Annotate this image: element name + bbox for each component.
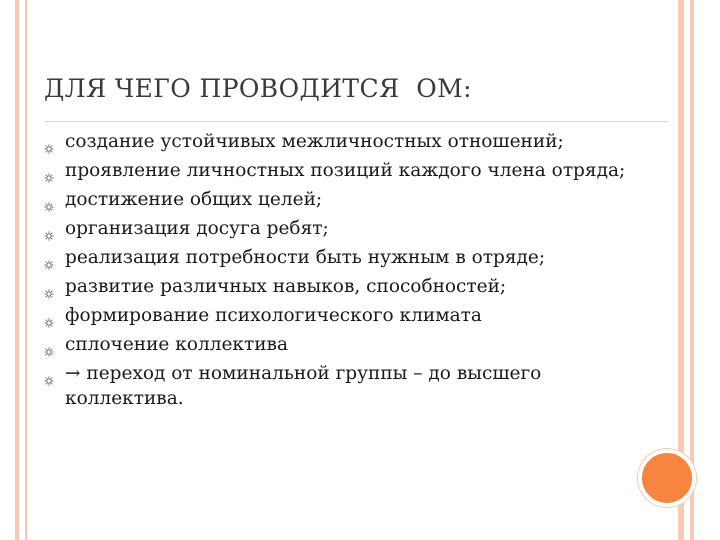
list-item	[44, 129, 644, 154]
sun-bullet-icon	[44, 281, 54, 291]
sun-bullet-icon	[44, 252, 54, 262]
sun-bullet-icon	[44, 368, 54, 378]
list-item-text: организация досуга ребят;	[65, 218, 329, 239]
sun-bullet-icon	[44, 165, 54, 175]
list-item-text: проявление личностных позиций каждого члена отряда;	[65, 160, 626, 181]
sun-bullet-icon	[44, 194, 54, 204]
right-decor-stripe-thin	[690, 0, 694, 540]
sun-bullet-icon	[44, 136, 54, 146]
bullet-list	[44, 129, 644, 415]
sun-bullet-icon	[44, 310, 54, 320]
list-item	[44, 187, 644, 212]
title-divider	[44, 121, 669, 122]
list-item	[44, 158, 644, 183]
list-item	[44, 245, 644, 270]
list-item-text: реализация потребности быть нужным в отряде;	[65, 247, 546, 268]
left-decor-stripe	[15, 0, 19, 540]
slide-title: ДЛЯ ЧЕГО ПРОВОДИТСЯ ОМ:	[44, 74, 473, 103]
list-item	[44, 274, 644, 299]
list-item-text: формирование психологического климата	[65, 305, 482, 326]
orange-circle-decoration	[638, 449, 696, 507]
list-item	[44, 216, 644, 241]
sun-bullet-icon	[44, 223, 54, 233]
list-item-text: достижение общих целей;	[65, 189, 323, 210]
list-item-text: развитие различных навыков, способностей;	[65, 276, 507, 297]
list-item-text: → переход от номинальной группы – до высшего коллектива.	[65, 363, 542, 409]
sun-bullet-icon	[44, 339, 54, 349]
list-item-text: сплочение коллектива	[65, 334, 288, 355]
left-decor-stripe-thin	[25, 0, 27, 540]
list-item	[44, 303, 644, 328]
list-item	[44, 332, 644, 357]
list-item-text: создание устойчивых межличностных отношений;	[65, 131, 564, 152]
list-item	[44, 361, 644, 411]
